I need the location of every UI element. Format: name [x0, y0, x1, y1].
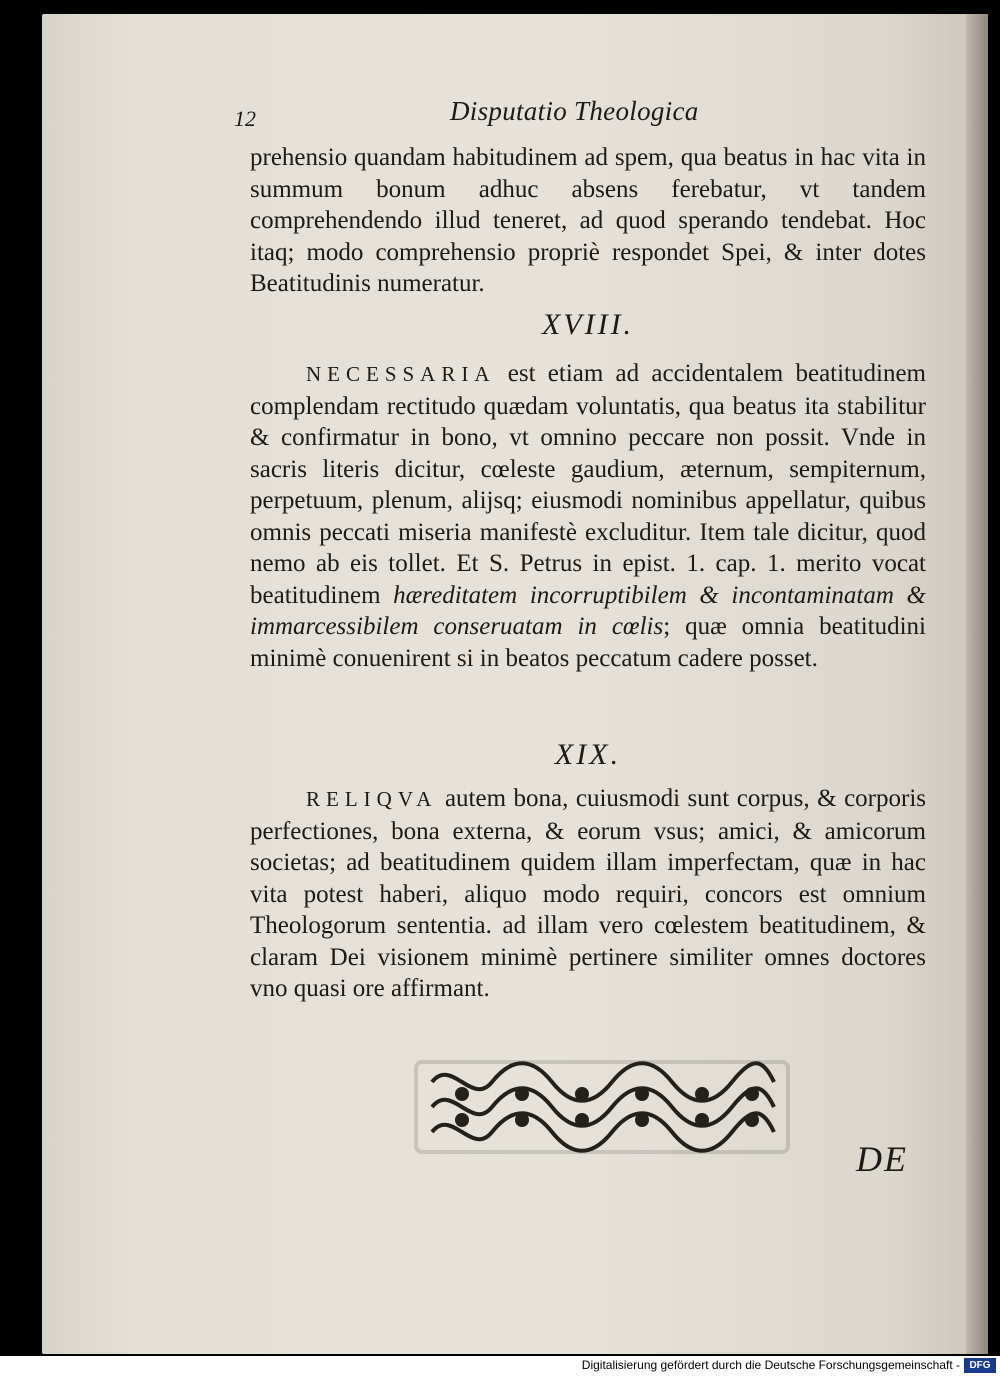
paragraph-3-text: [250, 783, 926, 1005]
paragraph-3-body: autem bona, cuiusmodi sunt corpus, & corporis perfectiones, bona externa, & eorum vsus; amici, & amicorum societas; ad beatitudinem quidem illam imperfectam, quæ in hac vita potest haberi, aliquo modo requiri, concors est omnium Theologorum sententia. ad illam vero cœlestem beatitudinem, & claram Dei visionem minimè pertinere similiter omnes doctores vno quasi ore affirmant.: [250, 785, 926, 1002]
running-head: Disputatio Theologica: [450, 96, 699, 126]
catchword: DE: [856, 1139, 908, 1179]
page-number: 12: [234, 106, 256, 131]
paragraph-2-text: [250, 358, 926, 674]
page-gutter: [966, 14, 988, 1354]
digitization-footer: [0, 1356, 1000, 1376]
section-heading-xviii: XVIII.: [541, 308, 635, 341]
section-heading-xix: XIX.: [554, 738, 622, 771]
paragraph-2-body: est etiam ad accidentalem beatitudinem complendam rectitudo quædam voluntatis, qua beatus ita stabilitur & confirmatur in bono, vt omnino peccare non possit. Vnde in sacris literis dicitur, cœleste gaudium, æternum, sempiternum, perpetuum, plenum, alijsq; eiusmodi nominibus appellatur, quibus omnis peccati miseria manifestè excluditur. Item tale dicitur, quod nemo ab eis tollet. Et S. Petrus in epist. 1. cap. 1. merito vocat beatitudinem: [250, 360, 926, 609]
funding-credit: Digitalisierung gefördert durch die Deutsche Forschungsgemeinschaft -: [581, 1358, 960, 1372]
paragraph-3-initial-word: RELIQVA: [306, 787, 438, 811]
paragraph-2-quotation: hæreditatem incorruptibilem & incontaminatam & immarcessibilem conseruatam in cœlis: [250, 581, 926, 640]
paragraph-2: [250, 358, 926, 674]
paragraph-1-text: prehensio quandam habitudinem ad spem, qua beatus in hac vita in summum bonum adhuc absens ferebatur, vt tandem comprehendendo illud teneret, ad quod sperando tendebat. Hoc itaq; modo comprehensio propriè respondet Spei, & inter dotes Beatitudinis numeratur.: [250, 144, 926, 297]
paragraph-2-initial-word: NECESSARIA: [306, 362, 496, 386]
paragraph-3: [250, 783, 926, 1005]
printers-ornament: [412, 1052, 792, 1162]
paragraph-1: [250, 142, 926, 300]
paragraph-2-ending: ; quæ omnia beatitudini minimè conuenirent si in beatos peccatum cadere posset.: [250, 613, 927, 672]
dfg-logo: DFG: [964, 1358, 996, 1373]
